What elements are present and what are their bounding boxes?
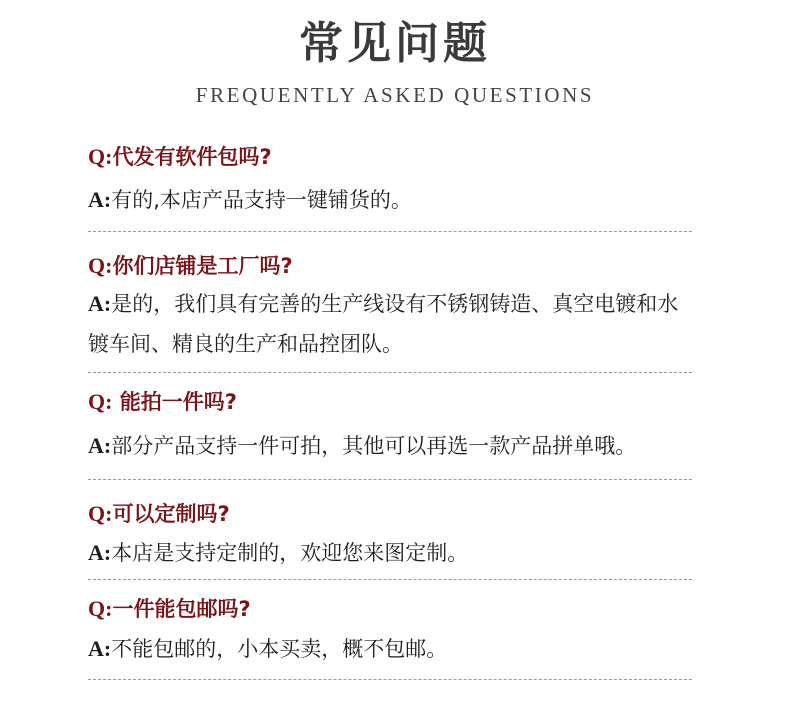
answer-prefix: A: — [88, 291, 112, 316]
answer-text: 不能包邮的，小本买卖，概不包邮。 — [111, 637, 448, 661]
answer-prefix: A: — [88, 636, 112, 661]
faq-question — [88, 143, 272, 171]
dashed-divider — [88, 679, 692, 680]
faq-answer — [88, 426, 768, 466]
faq-question — [88, 595, 251, 623]
question-text: 可以定制吗? — [112, 502, 230, 526]
page-header — [0, 0, 790, 120]
page-subtitle: FREQUENTLY ASKED QUESTIONS — [195, 83, 595, 107]
answer-prefix: A: — [88, 540, 112, 565]
answer-prefix: A: — [88, 187, 112, 212]
faq-answer — [88, 180, 728, 220]
dashed-divider — [88, 579, 692, 580]
dashed-divider — [88, 372, 692, 373]
question-text: 能拍一件吗? — [112, 390, 237, 414]
question-prefix: Q: — [88, 596, 113, 621]
answer-text: 本店是支持定制的，欢迎您来图定制。 — [111, 541, 469, 565]
answer-text: 是的，我们具有完善的生产线设有不锈钢铸造、真空电镀和水镀车间、精良的生产和品控团队。 — [88, 292, 679, 356]
faq-answer — [88, 284, 688, 364]
answer-text: 部分产品支持一件可拍，其他可以再选一款产品拼单哦。 — [111, 434, 637, 458]
dashed-divider — [88, 479, 692, 480]
answer-prefix: A: — [88, 433, 112, 458]
question-prefix: Q: — [88, 389, 113, 414]
page-title: 常见问题 — [299, 18, 491, 69]
answer-text: 有的,本店产品支持一键铺货的。 — [111, 188, 412, 212]
faq-answer — [88, 533, 728, 573]
question-prefix: Q: — [88, 144, 113, 169]
question-prefix: Q: — [88, 253, 113, 278]
faq-question — [88, 388, 237, 416]
question-text: 你们店铺是工厂吗? — [112, 254, 293, 278]
faq-question — [88, 500, 230, 528]
question-prefix: Q: — [88, 501, 113, 526]
question-text: 代发有软件包吗? — [112, 145, 272, 169]
dashed-divider — [88, 231, 692, 232]
question-text: 一件能包邮吗? — [112, 597, 251, 621]
faq-answer — [88, 629, 728, 669]
faq-question — [88, 252, 293, 280]
